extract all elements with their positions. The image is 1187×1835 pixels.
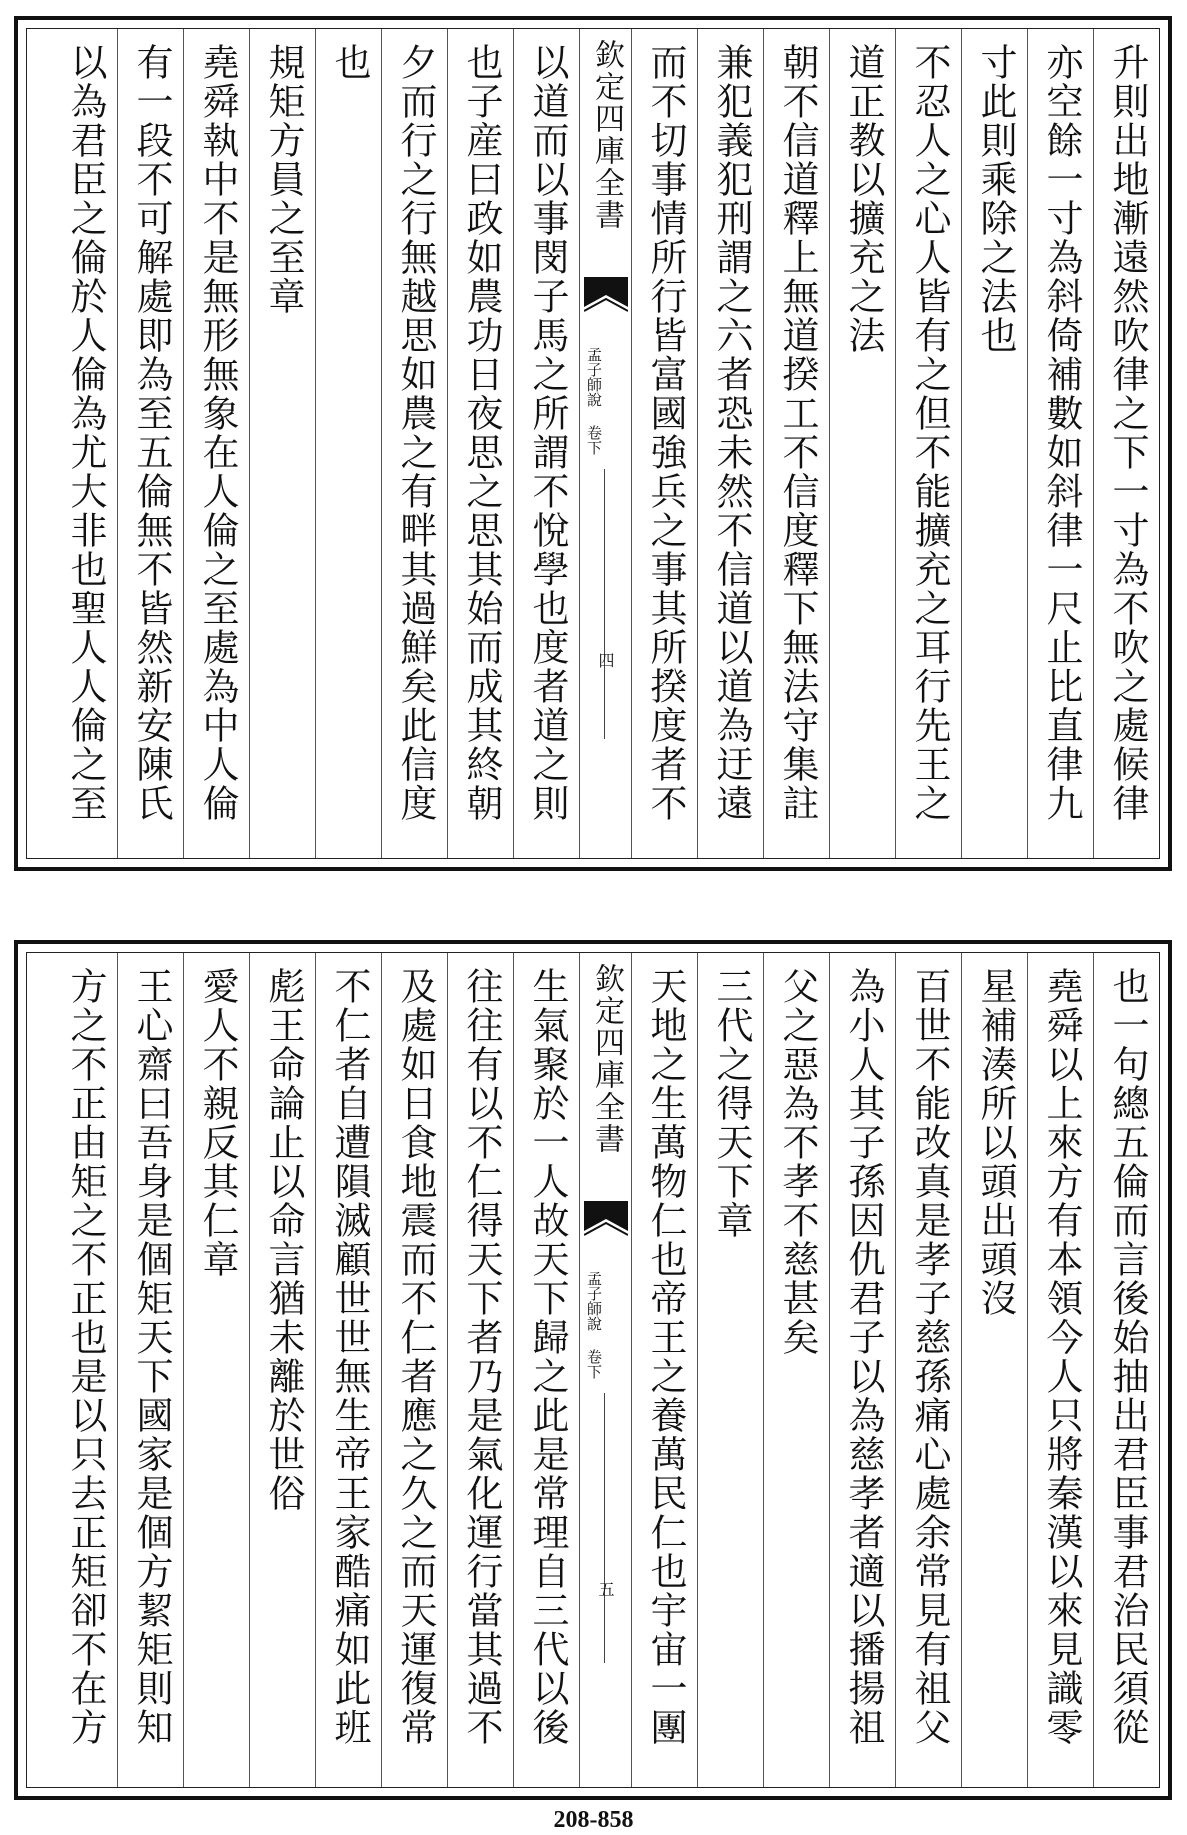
center-fold-column	[579, 953, 631, 1787]
column-text: 堯舜執中不是無形無象在人倫之至處為中人倫	[196, 43, 239, 823]
text-column	[27, 29, 117, 858]
book-title: 欽定四庫全書	[589, 963, 624, 1155]
column-text: 夕而行之行無越思如農之有畔其過鮮矣此信度	[394, 43, 437, 823]
book-title: 欽定四庫全書	[589, 39, 624, 231]
text-column	[631, 953, 697, 1787]
column-text: 也子産曰政如農功日夜思之思其始而成其終朝	[460, 43, 503, 823]
column-text: 以道而以事閔子馬之所謂不悅學也度者道之則	[526, 43, 569, 823]
column-text: 愛人不親反其仁章	[196, 967, 239, 1279]
column-text: 父之惡為不孝不慈甚矣	[776, 967, 819, 1357]
column-text: 不仁者自遭隕滅顧世世無生帝王家酷痛如此班	[328, 967, 371, 1747]
volume-title: 孟子師說	[585, 1271, 603, 1331]
text-column	[829, 953, 895, 1787]
center-rule	[604, 1393, 605, 1663]
bottom-page-frame	[26, 952, 1160, 1788]
column-text: 也	[328, 43, 371, 82]
column-text: 王心齋曰吾身是個矩天下國家是個方絜矩則知	[130, 967, 173, 1747]
text-column	[315, 29, 381, 858]
column-text: 升則出地漸遠然吹律之下一寸為不吹之處候律	[1106, 43, 1149, 823]
column-text: 寸此則乘除之法也	[974, 43, 1017, 355]
fishtail-mark-icon	[584, 1201, 628, 1247]
column-text: 不忍人之心人皆有之但不能擴充之耳行先王之	[908, 43, 951, 823]
column-text: 道正教以擴充之法	[842, 43, 885, 355]
column-text: 兼犯義犯刑謂之六者恐未然不信道以道為迂遠	[710, 43, 753, 823]
text-column	[513, 953, 579, 1787]
text-column	[1027, 29, 1093, 858]
text-column	[315, 953, 381, 1787]
top-columns	[27, 29, 1159, 858]
fishtail-mark-icon	[584, 277, 628, 323]
text-column	[961, 953, 1027, 1787]
text-column	[117, 29, 183, 858]
text-column	[829, 29, 895, 858]
volume-title: 孟子師說	[585, 347, 603, 407]
text-column	[381, 29, 447, 858]
top-page-frame	[26, 28, 1160, 859]
column-text: 規矩方員之至章	[262, 43, 305, 316]
column-text: 三代之得天下章	[710, 967, 753, 1240]
column-text: 百世不能改真是孝子慈孫痛心處余常見有祖父	[908, 967, 951, 1747]
page-number: 五	[596, 1581, 615, 1597]
column-text: 星補湊所以頭出頭沒	[974, 967, 1017, 1318]
volume-label	[584, 1271, 604, 1379]
page-id: 208-858	[553, 1807, 634, 1833]
text-column	[381, 953, 447, 1787]
text-column	[895, 29, 961, 858]
text-column	[763, 953, 829, 1787]
column-text: 而不切事情所行皆富國強兵之事其所揆度者不	[644, 43, 687, 823]
column-text: 生氣聚於一人故天下歸之此是常理自三代以後	[526, 967, 569, 1747]
column-text: 及處如日食地震而不仁者應之久之而天運復常	[394, 967, 437, 1747]
column-text: 往往有以不仁得天下者乃是氣化運行當其過不	[460, 967, 503, 1747]
column-text: 以為君臣之倫於人倫為尤大非也聖人人倫之至	[64, 43, 107, 823]
text-column	[697, 953, 763, 1787]
volume-sub: 卷下	[585, 425, 603, 455]
text-column	[1093, 953, 1159, 1787]
column-text: 也一句總五倫而言後始抽出君臣事君治民須從	[1106, 967, 1149, 1747]
text-column	[513, 29, 579, 858]
text-column	[27, 953, 117, 1787]
text-column	[631, 29, 697, 858]
column-text: 彪王命論止以命言猶未離於世俗	[262, 967, 305, 1513]
text-column	[183, 29, 249, 858]
column-text: 為小人其子孫因仇君子以為慈孝者適以播揚祖	[842, 967, 885, 1747]
bottom-columns	[27, 953, 1159, 1787]
column-text: 朝不信道釋上無道揆工不信度釋下無法守集註	[776, 43, 819, 823]
text-column	[117, 953, 183, 1787]
column-text: 天地之生萬物仁也帝王之養萬民仁也宇宙一團	[644, 967, 687, 1747]
column-text: 亦空餘一寸為斜倚補數如斜律一尺止比直律九	[1040, 43, 1083, 823]
text-column	[697, 29, 763, 858]
text-column	[895, 953, 961, 1787]
text-column	[249, 29, 315, 858]
column-text: 方之不正由矩之不正也是以只去正矩卻不在方	[64, 967, 107, 1747]
text-column	[1027, 953, 1093, 1787]
text-column	[183, 953, 249, 1787]
text-column	[1093, 29, 1159, 858]
volume-sub: 卷下	[585, 1349, 603, 1379]
text-column	[249, 953, 315, 1787]
volume-label	[584, 347, 604, 455]
page-number: 四	[596, 652, 615, 668]
column-text: 有一段不可解處即為至五倫無不皆然新安陳氏	[130, 43, 173, 823]
text-column	[447, 953, 513, 1787]
text-column	[763, 29, 829, 858]
text-column	[961, 29, 1027, 858]
center-rule	[604, 469, 605, 739]
center-fold-column	[579, 29, 631, 858]
text-column	[447, 29, 513, 858]
top-page	[14, 16, 1172, 871]
bottom-page	[14, 940, 1172, 1800]
column-text: 堯舜以上來方有本領今人只將秦漢以來見識零	[1040, 967, 1083, 1747]
